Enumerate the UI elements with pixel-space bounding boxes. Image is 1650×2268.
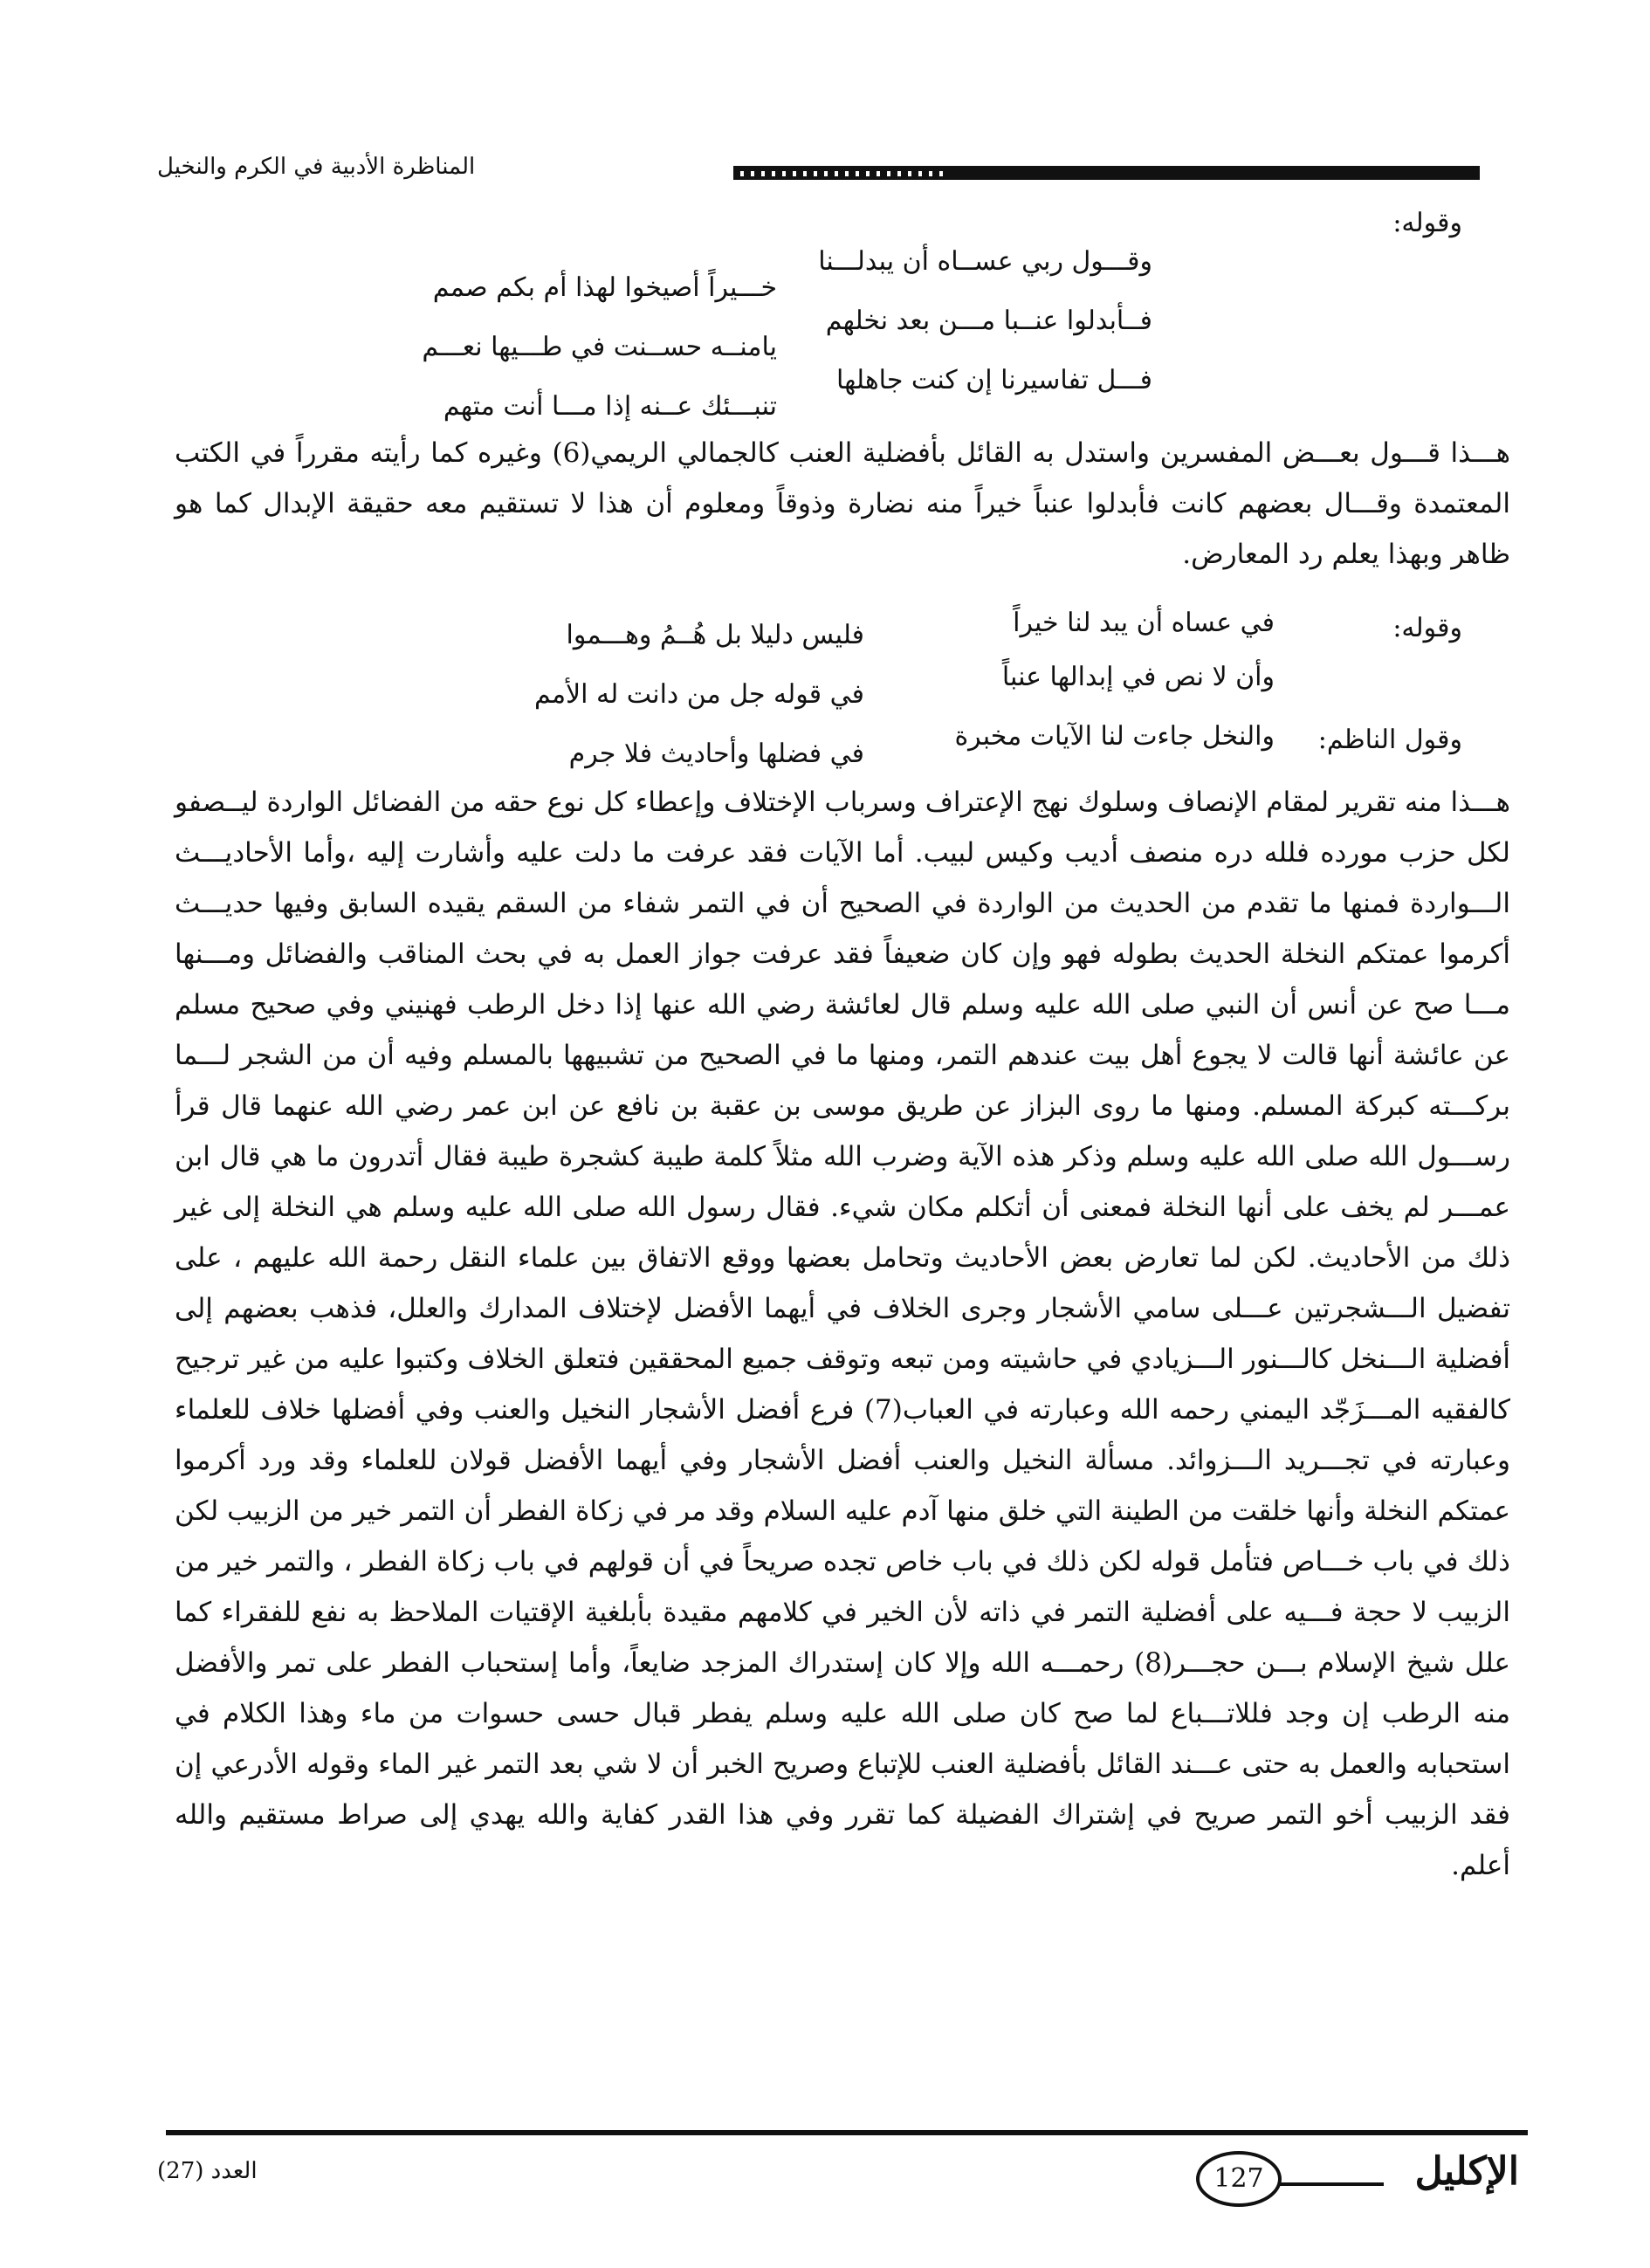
poem2-left-line-2: في قوله جل من دانت له الأمم	[533, 679, 864, 710]
poem2-right-line-2: وأن لا نص في إبدالها عنباً	[1001, 662, 1275, 692]
running-header-title: المناظرة الأدبية في الكرم والنخيل	[157, 154, 476, 180]
poem1-right-line-1: وقـــول ربي عســاه أن يبدلـــنا	[818, 246, 1152, 277]
poem2-left-line-1: فليس دليلا بل هُــمُ وهـــموا	[566, 620, 864, 650]
poem1-right-line-3: فـــل تفاسيرنا إن كنت جاهلها	[835, 365, 1152, 395]
page-number: 127	[1196, 2151, 1282, 2207]
paragraph-2	[175, 777, 1510, 1891]
intro-label: وقوله:	[1392, 208, 1462, 238]
paragraph-2-text: هـــذا منه تقرير لمقام الإنصاف وسلوك نهج الإعتراف وسرباب الإختلاف وإعطاء كل نوع حقه من الفضائل الواردة ليــصفو لكل حزب مورده فلله دره منصف أديب وكيس لبيب. أما الآيات فقد عرفت ما دلت عليه وأشارت إليه ،وأما الأحاديـــث الـــواردة فمنها ما تقدم من الحديث من الواردة في الصحيح أن في التمر شفاء من السقم يقيده السابق وفيها حديـــث أكرموا عمتكم النخلة الحديث بطوله فهو وإن كان ضعيفاً فقد عرفت جواز العمل به في بحث المناقب والفضائل ومـــنها مـــا صح عن أنس أن النبي صلى الله عليه وسلم قال لعائشة رضي الله عنها إذا دخل الرطب فهنيني وفي صحيح مسلم عن عائشة أنها قالت لا يجوع أهل بيت عندهم التمر، ومنها ما في الصحيح من تشبيهها بالمسلم وفيه أن من الشجر لـــما بركـــته كبركة المسلم. ومنها ما روى البزاز عن طريق موسى بن عقبة بن نافع عن ابن عمر رضي الله عنهما قال قرأ رســـول الله صلى الله عليه وسلم وذكر هذه الآية وضرب الله مثلاً كلمة طيبة كشجرة طيبة فقال أتدرون ما هي قال ابن عمـــر لم يخف على أنها النخلة فمعنى أن أتكلم مكان شيء. فقال رسول الله صلى الله عليه وسلم هي النخلة إلى غير ذلك من الأحاديث. لكن لما تعارض بعض الأحاديث وتحامل بعضها ووقع الاتفاق بين علماء النقل رحمة الله عليهم ، على تفضيل الـــشجرتين عـــلى سامي الأشجار وجرى الخلاف في أيهما الأفضل لإختلاف المدارك والعلل، فذهب بعضهم إلى أفضلية الـــنخل كالـــنور الـــزيادي في حاشيته ومن تبعه وتوقف جميع المحققين فتعلق الخلاف وكتبوا عليه من غير ترجيح كالفقيه المـــزَجّد اليمني رحمه الله وعبارته في العباب(7) فرع أفضل الأشجار النخيل والعنب وفي أفضلها خلاف للعلماء وعبارته في تجـــريد الـــزوائد. مسألة النخيل والعنب أفضل الأشجار وفي أيهما الأفضل قولان للعلماء وقد ورد أكرموا عمتكم النخلة وأنها خلقت من الطينة التي خلق منها آدم عليه السلام وقد مر في زكاة الفطر أن التمر خير من الزبيب لكن ذلك في باب خـــاص فتأمل قوله لكن ذلك في باب خاص تجده صريحاً في أن قولهم في باب زكاة الفطر ، والتمر خير من الزبيب لا حجة فـــيه على أفضلية التمر في ذاته لأن الخير في كلامهم مقيدة بأبلغية الإقتيات الملاحظ به نفع للفقراء كما علل شيخ الإسلام بـــن حجـــر(8) رحمـــه الله وإلا كان إستدراك المزجد ضايعاً، وأما إستحباب الفطر على تمر والأفضل منه الرطب إن وجد فللاتـــباع لما صح كان صلى الله عليه وسلم يفطر قبال حسى حسوات من ماء وهذا الكلام في استحبابه والعمل به حتى عـــند القائل بأفضلية العنب للإتباع وصريح الخبر أن لا شي بعد التمر غير الماء وقوله الأدرعي إن فقد الزبيب أخو التمر صريح في إشتراك الفضيلة كما تقرر وفي هذا القدر كفاية والله يهدي إلى صراط مستقيم والله أعلم.	[175, 787, 1511, 1881]
paragraph-1-text: هـــذا قـــول بعـــض المفسرين واستدل به القائل بأفضلية العنب كالجمالي الريمي(6) وغيره كما رأيته مقرراً في الكتب المعتمدة وقـــال بعضهم كانت فأبدلوا عنباً خيراً منه نضارة وذوقاً ومعلوم أن هذا لا تستقيم معه حقيقة الإبدال كما هو ظاهر وبهذا يعلم رد المعارض.	[175, 437, 1510, 570]
poem1-left-line-2: يامنــه حســنت في طـــيها نعـــم	[422, 332, 777, 362]
issue-number: العدد (27)	[157, 2158, 258, 2184]
poem1-right-line-2: فــأبدلوا عنــبا مـــن بعد نخلهم	[825, 306, 1152, 336]
poem2-right-line-3: والنخل جاءت لنا الآيات مخبرة	[954, 721, 1275, 752]
header-rule-dashes	[733, 171, 943, 176]
poem1-left-line-1: خـــيراً أصيخوا لهذا أم بكم صمم	[432, 272, 777, 303]
poem2-left-line-3: في فضلها وأحاديث فلا جرم	[568, 739, 864, 769]
brand-underline	[1279, 2182, 1384, 2186]
poem2-label-2: وقول الناظم:	[1317, 725, 1462, 755]
poem2-label: وقوله:	[1392, 613, 1462, 643]
poem1-left-line-3: تنبـــئك عــنه إذا مـــا أنت متهم	[443, 391, 777, 422]
footer-rule	[166, 2130, 1528, 2135]
poem2-right-line-1: في عساه أن يبد لنا خيراً	[1013, 608, 1275, 638]
journal-logo: الإكليل	[1414, 2149, 1519, 2194]
paragraph-1	[175, 428, 1510, 580]
